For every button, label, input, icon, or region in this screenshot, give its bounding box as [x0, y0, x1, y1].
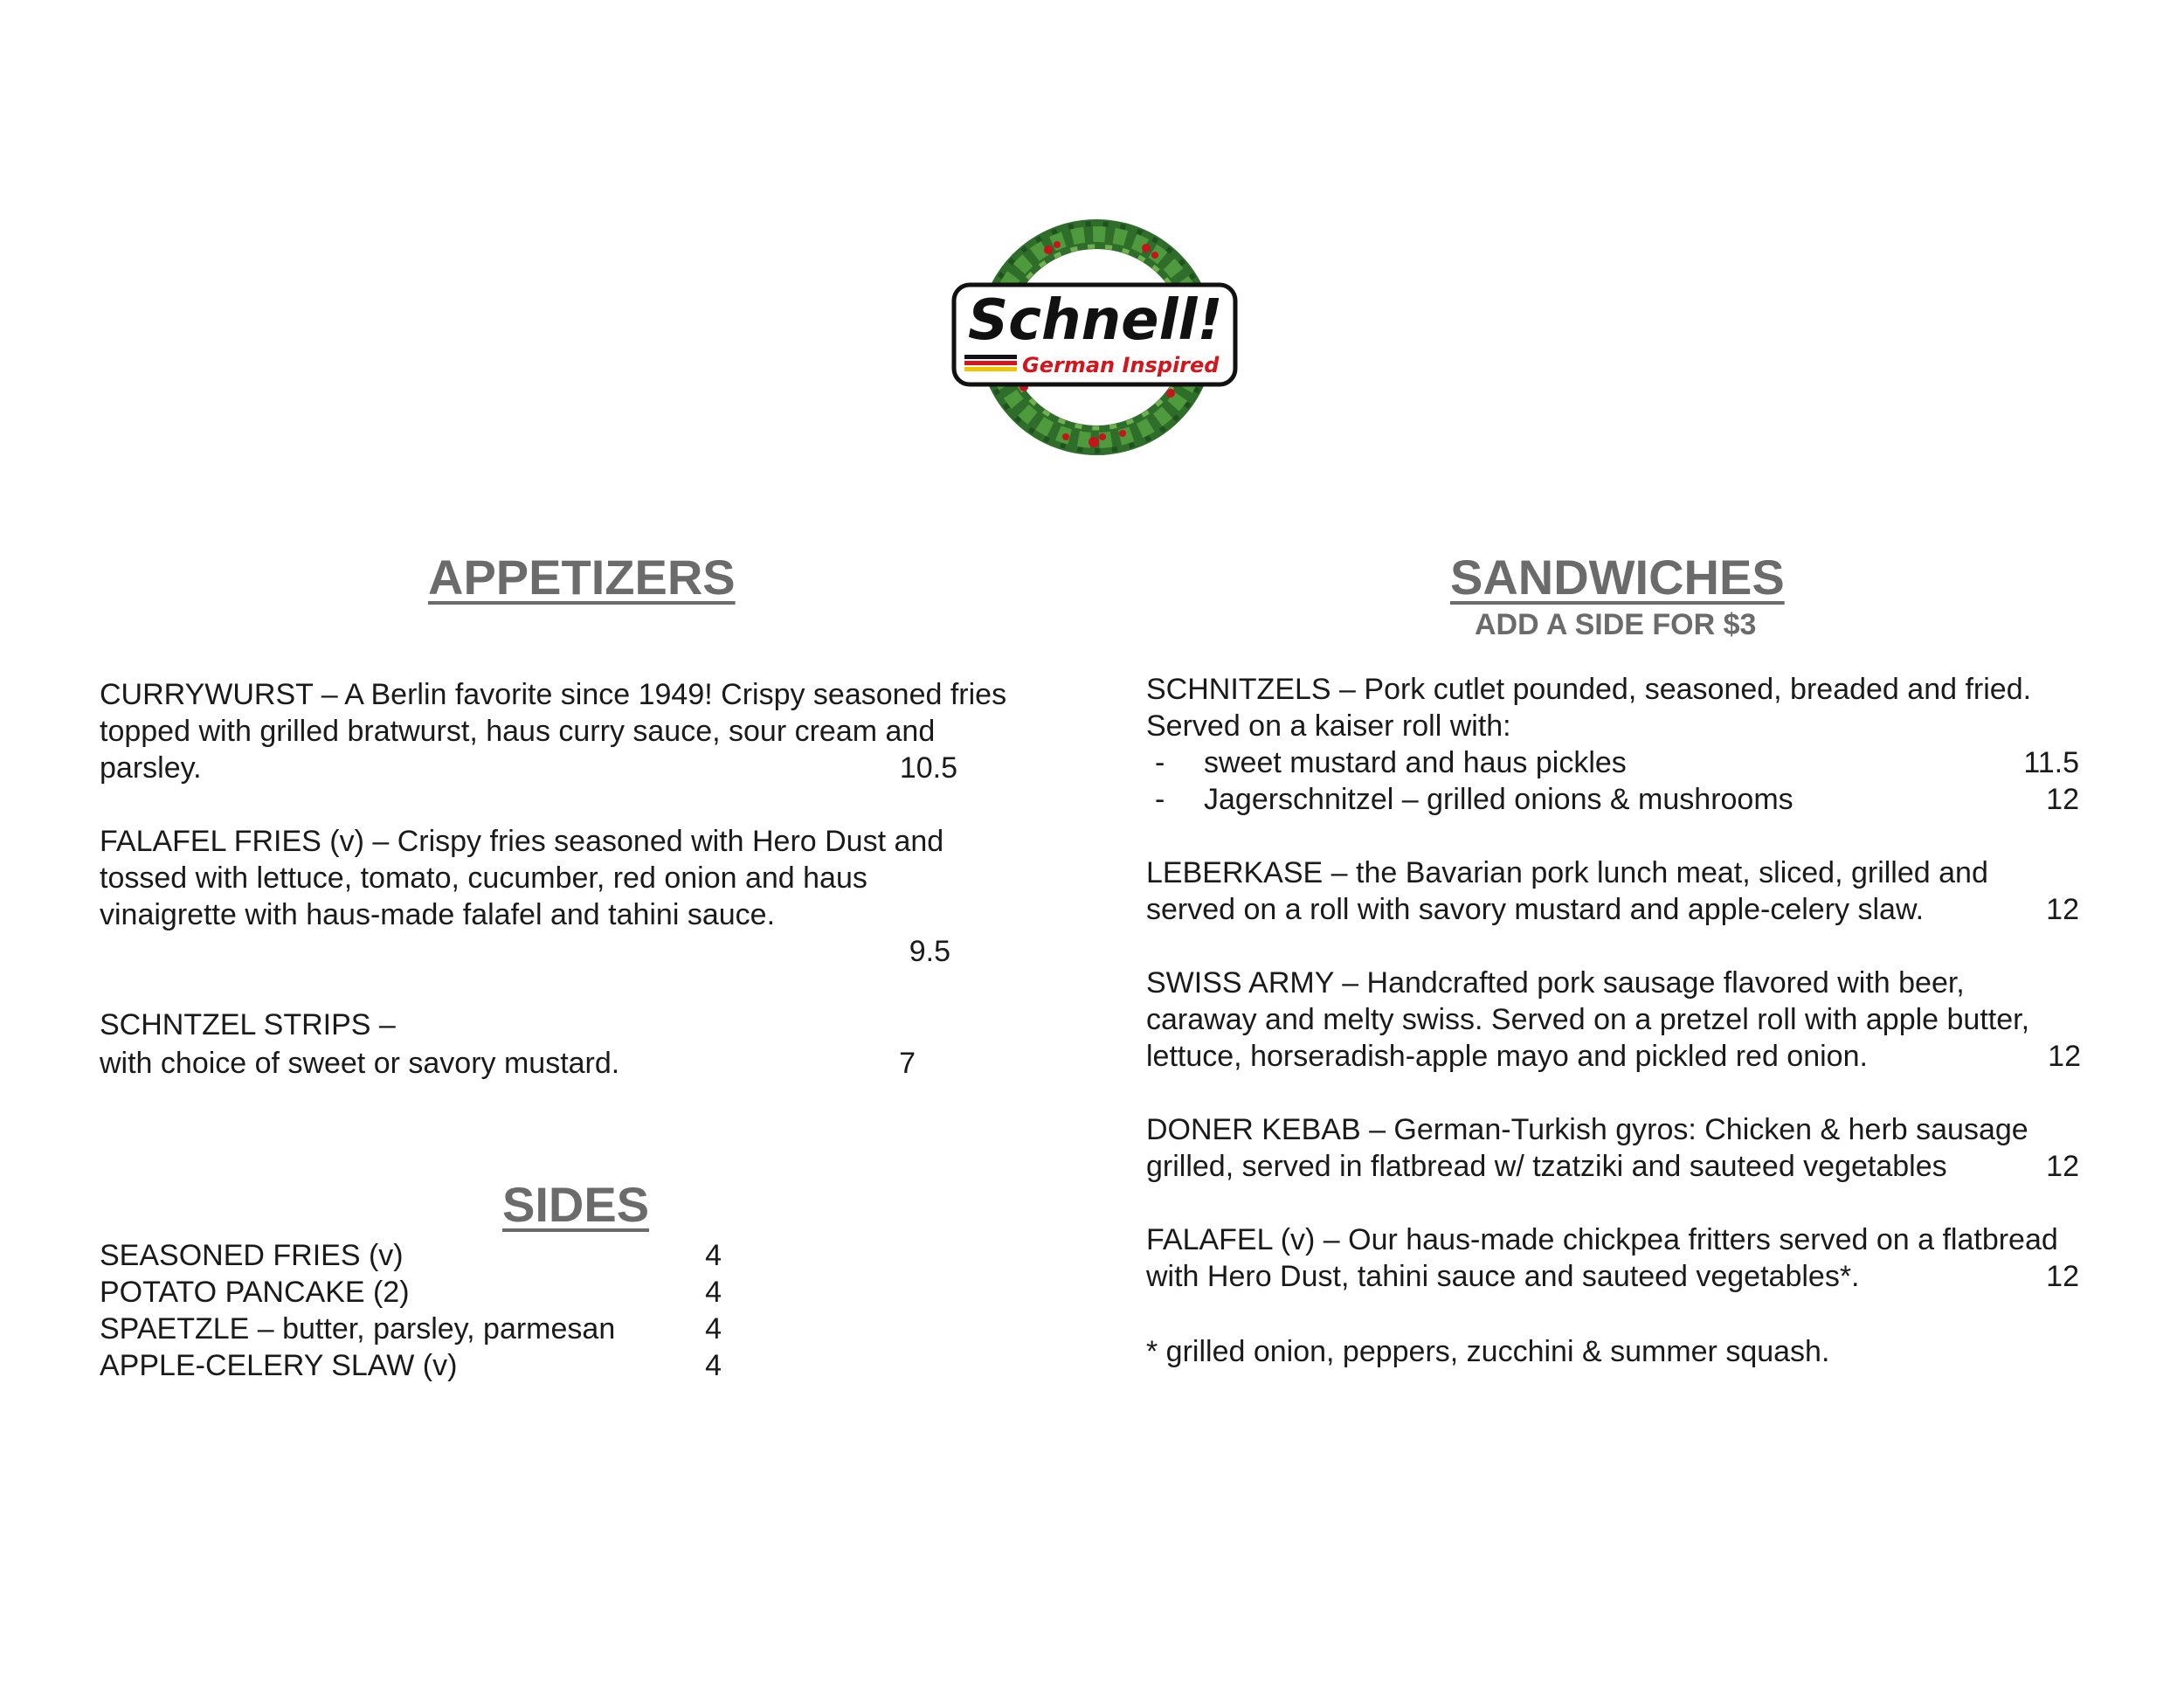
- schnitzels-option-text: Jagerschnitzel – grilled onions & mushrooms: [1204, 783, 1794, 816]
- falafel-fries-line2: tossed with lettuce, tomato, cucumber, red onion and haus: [100, 861, 867, 895]
- leberkase-price: 12: [2046, 893, 2079, 926]
- schnitzels-option-text: sweet mustard and haus pickles: [1204, 746, 1627, 779]
- doner-kebab-price: 12: [2046, 1150, 2079, 1183]
- falafel-fries-price: 9.5: [909, 935, 950, 968]
- schnitzel-strips-line1: SCHNTZEL STRIPS –: [100, 1008, 396, 1041]
- leberkase-line1: LEBERKASE – the Bavarian pork lunch meat, sliced, grilled and: [1146, 856, 1988, 889]
- doner-kebab-line2: grilled, served in flatbread w/ tzatziki and sauteed vegetables: [1146, 1150, 1947, 1183]
- falafel-fries-line1: FALAFEL FRIES (v) – Crispy fries seasoned with Hero Dust and: [100, 825, 944, 858]
- side-item-name: POTATO PANCAKE (2): [100, 1276, 410, 1309]
- swiss-army-price: 12: [2048, 1040, 2081, 1073]
- currywurst-price: 10.5: [899, 751, 957, 785]
- schnell-wordmark: [954, 285, 1235, 384]
- sandwiches-heading: SANDWICHES: [1450, 550, 1785, 605]
- schnitzels-line2: Served on a kaiser roll with:: [1146, 709, 1511, 743]
- leberkase-line2: served on a roll with savory mustard and apple-celery slaw.: [1146, 893, 1925, 926]
- side-item-price: 4: [705, 1276, 722, 1309]
- schnitzels-option-dash: -: [1155, 746, 1165, 779]
- side-item-price: 4: [705, 1239, 722, 1272]
- footnote: * grilled onion, peppers, zucchini & summer squash.: [1146, 1335, 1830, 1368]
- logo-name: Schnell!: [968, 288, 1223, 353]
- swiss-army-line3: lettuce, horseradish-apple mayo and pickled red onion.: [1146, 1040, 1868, 1073]
- schnitzels-option-price: 12: [2046, 783, 2079, 816]
- schnitzel-strips-line2: with choice of sweet or savory mustard.: [100, 1047, 620, 1080]
- side-item-name: SEASONED FRIES (v): [100, 1239, 404, 1272]
- sandwiches-subheading: ADD A SIDE FOR $3: [1475, 608, 1757, 641]
- falafel-line2: with Hero Dust, tahini sauce and sauteed vegetables*.: [1146, 1260, 1860, 1293]
- swiss-army-line2: caraway and melty swiss. Served on a pretzel roll with apple butter,: [1146, 1003, 2030, 1036]
- currywurst-line2: topped with grilled bratwurst, haus curry sauce, sour cream and: [100, 715, 936, 748]
- schnitzel-strips-price: 7: [899, 1047, 916, 1080]
- falafel-fries-line3: vinaigrette with haus-made falafel and tahini sauce.: [100, 898, 776, 931]
- side-item-price: 4: [705, 1312, 722, 1346]
- schnell-wreath-logo: [943, 208, 1249, 466]
- swiss-army-line1: SWISS ARMY – Handcrafted pork sausage flavored with beer,: [1146, 966, 1965, 1000]
- currywurst-line1: CURRYWURST – A Berlin favorite since 1949! Crispy seasoned fries: [100, 678, 1007, 711]
- side-item-name: APPLE-CELERY SLAW (v): [100, 1349, 458, 1382]
- schnitzels-option-dash: -: [1155, 783, 1165, 816]
- currywurst-line3: parsley.: [100, 751, 202, 785]
- sides-heading: SIDES: [502, 1177, 650, 1232]
- logo-tagline: German Inspired: [1022, 353, 1220, 377]
- side-item-price: 4: [705, 1349, 722, 1382]
- falafel-price: 12: [2046, 1260, 2079, 1293]
- schnitzels-line1: SCHNITZELS – Pork cutlet pounded, seasoned, breaded and fried.: [1146, 673, 2032, 706]
- falafel-line1: FALAFEL (v) – Our haus-made chickpea fritters served on a flatbread: [1146, 1223, 2058, 1256]
- side-item-name: SPAETZLE – butter, parsley, parmesan: [100, 1312, 616, 1346]
- appetizers-heading: APPETIZERS: [428, 550, 736, 605]
- doner-kebab-line1: DONER KEBAB – German-Turkish gyros: Chicken & herb sausage: [1146, 1113, 2028, 1146]
- schnitzels-option-price: 11.5: [2023, 746, 2079, 779]
